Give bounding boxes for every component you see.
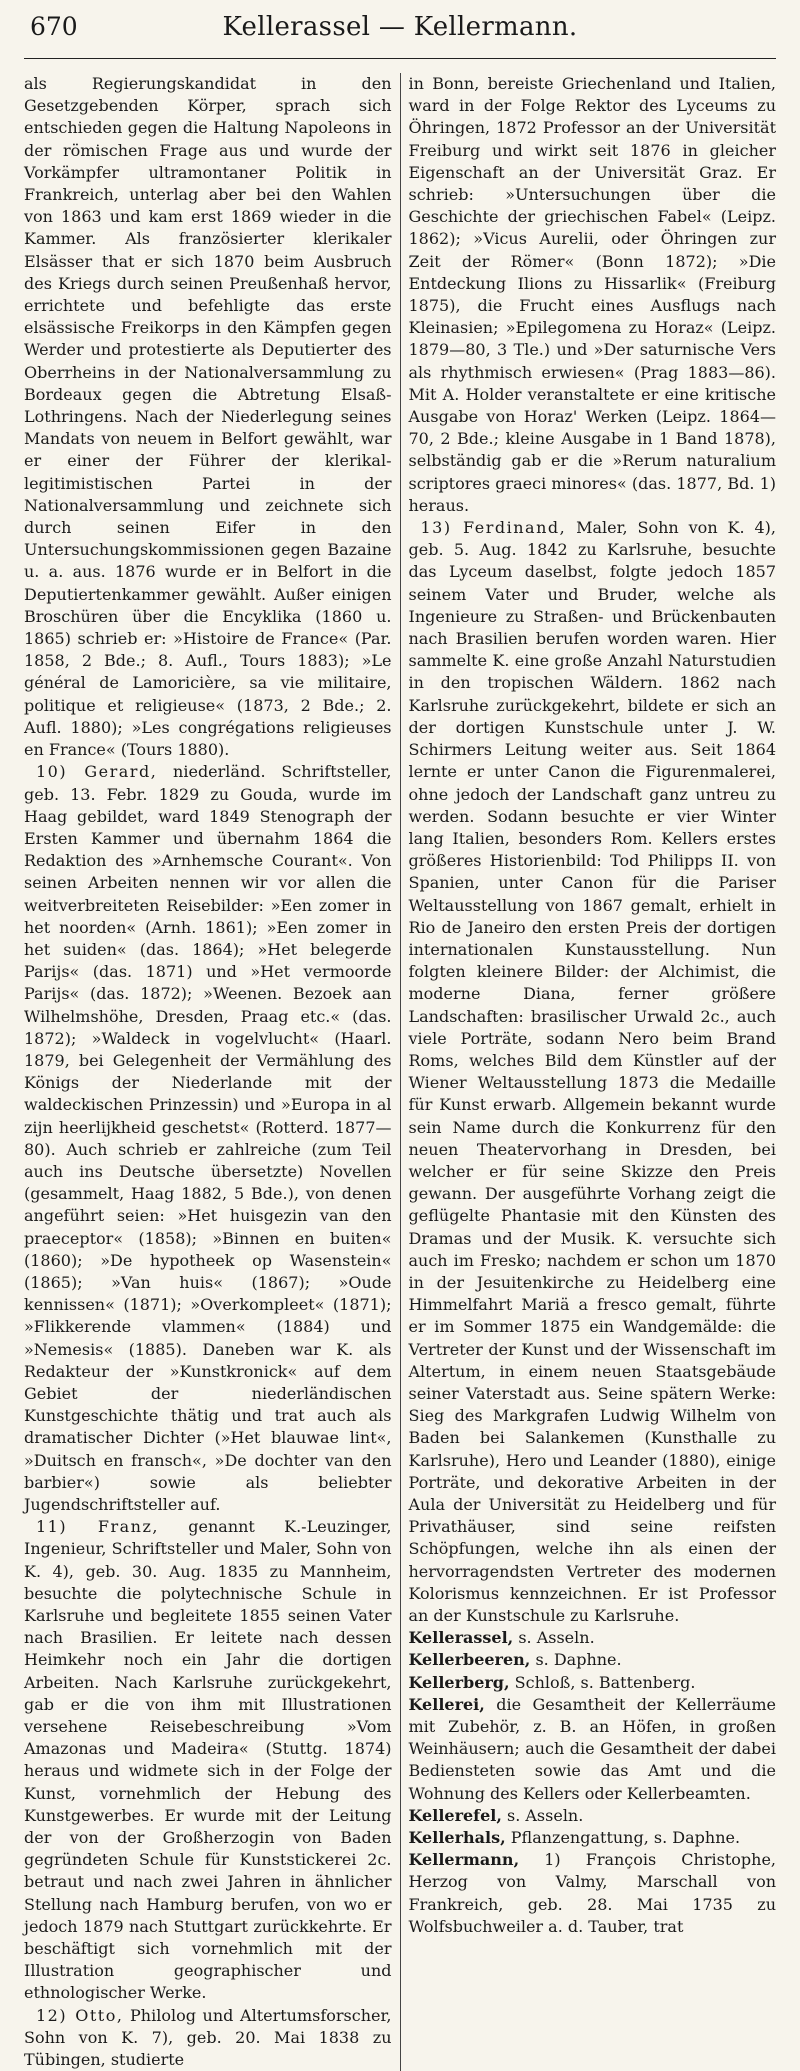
page-number: 670 (30, 12, 78, 41)
headword: Kellerassel, (408, 1628, 514, 1648)
running-head: Kellerassel — Kellermann. (222, 12, 578, 42)
entry-headword: 13) Ferdinand, (420, 518, 567, 538)
entry-paragraph: 10) Gerard, niederländ. Schriftsteller, geb. 13. Febr. 1829 zu Gouda, wurde im Haag gebildet, ward 1849 Stenograph der Ersten Kammer und übernahm 1864 die Redaktion des »Arnhemsche Courant«. Von seinen Arbeiten nennen wir vor allen die weitverbreiteten Reisebilder: »Een zomer in het noorden« (Arnh. 1861); »Een zomer in het suiden« (das. 1864); »Het belegerde Parijs« (das. 1871) und »Het vermoorde Parijs« (das. 1872); »Weenen. Bezoek aan Wilhelmshöhe, Dresden, Praag etc.« (das. 1872); »Waldeck in vogelvlucht« (Haarl. 1879, bei Gelegenheit der Vermählung des Königs der Niederlande mit der waldeckischen Prinzessin) und »Europa in al zijn heerlijkheid geschetst« (Rotterd. 1877—80). Auch schrieb er zahlreiche (zum Teil auch ins Deutsche übersetzte) Novellen (gesammelt, Haag 1882, 5 Bde.), von denen angeführt seien: »Het huisgezin van den praeceptor« (1858); »Binnen en buiten« (1860); »De hypotheek op Wasenstein« (1865); »Van huis« (1867); »Oude kennissen« (1871); »Overkompleet« (1871); »Flikkerende vlammen« (1884) und »Nemesis« (1885). Daneben war K. als Redakteur der »Kunstkronick« auf dem Gebiet der niederländischen Kunstgeschichte thätig und trat auch als dramatischer Dichter (»Het blauwae lint«, »Duitsch en fransch«, »De dochter van den barbier«) sowie als beliebter Jugendschriftsteller auf. (24, 762, 392, 1514)
page-header (24, 4, 776, 59)
headword-entry: Kellerbeeren, s. Daphne. (408, 1650, 622, 1670)
entry-paragraph: 13) Ferdinand, Maler, Sohn von K. 4), geb. 5. Aug. 1842 zu Karlsruhe, besuchte das Lyceum daselbst, folgte jedoch 1857 seinem Vater und Bruder, welche als Ingenieure zu Straßen- und Brückenbauten nach Brasilien berufen worden waren. Hier sammelte K. eine große Anzahl Naturstudien in den tropischen Wäldern. 1862 nach Karlsruhe zurückgekehrt, bildete er sich an der dortigen Kunstschule unter J. W. Schirmers Leitung weiter aus. Seit 1864 lernte er unter Canon die Figurenmalerei, ohne jedoch der Landschaft ganz untreu zu werden. Sodann besuchte er vier Winter lang Italien, besonders Rom. Kellers erstes größeres Historienbild: Tod Philipps II. von Spanien, unter Canon für die Pariser Weltausstellung von 1867 gemalt, erhielt in Rio de Janeiro den ersten Preis der dortigen internationalen Kunstausstellung. Nun folgten kleinere Bilder: der Alchimist, die moderne Diana, ferner größere Landschaften: brasilischer Urwald 2c., auch viele Porträte, sodann Nero beim Brand Roms, welches Bild dem Künstler auf der Wiener Weltausstellung 1873 die Medaille für Kunst erwarb. Allgemein bekannt wurde sein Name durch die Konkurrenz für den neuen Theatervorhang in Dresden, bei welcher er für seine Skizze den Preis gewann. Der ausgeführte Vorhang zeigt die geflügelte Phantasie mit den Künsten des Dramas und der Musik. K. versuchte sich auch im Fresko; nachdem er schon um 1870 in der Jesuitenkirche zu Heidelberg eine Himmelfahrt Mariä a fresco gemalt, führte er im Sommer 1875 ein Wandgemälde: die Vertreter der Kunst und der Wissenschaft im Altertum, in einem neuen Staatsgebäude seiner Vaterstadt aus. Seine spätern Werke: Sieg des Markgrafen Ludwig Wilhelm von Baden bei Salankemen (Kunsthalle zu Karlsruhe), Hero und Leander (1880), einige Porträte, und dekorative Arbeiten in der Aula der Universität zu Heidelberg und für Privathäuser, sind seine reifsten Schöpfungen, welche ihn als einen der hervorragendsten Vertreter des modernen Kolorismus kennzeichnen. Er ist Professor an der Kunstschule zu Karlsruhe. (408, 518, 776, 1626)
headword: Kellerbeeren, (408, 1650, 531, 1670)
entry-paragraph: als Regierungskandidat in den Gesetzgebenden Körper, sprach sich entschieden gegen die Haltung Napoleons in der römischen Frage aus und wurde der Vorkämpfer ultramontaner Politik in Frankreich, unterlag aber bei den Wahlen von 1863 und kam erst 1869 wieder in die Kammer. Als französierter klerikaler Elsässer that er sich 1870 beim Ausbruch des Kriegs durch seinen Preußenhaß hervor, errichtete und befehligte das erste elsässische Freikorps in den Kämpfen gegen Werder und protestierte als Deputierter des Oberrheins in der Nationalversammlung zu Bordeaux gegen die Abtretung Elsaß-Lothringens. Nach der Niederlegung seines Mandats von neuem in Belfort gewählt, war er einer der Führer der klerikal-legitimistischen Partei in der Nationalversammlung und zeichnete sich durch seinen Eifer in den Untersuchungskommissionen gegen Bazaine u. a. aus. 1876 wurde er in Belfort in die Deputiertenkammer gewählt. Außer einigen Broschüren über die Encyklika (1860 u. 1865) schrieb er: »Histoire de France« (Par. 1858, 2 Bde.; 8. Aufl., Tours 1883); »Le général de Lamoricière, sa vie militaire, politique et religieuse« (1873, 2 Bde.; 2. Aufl. 1880); »Les congrégations religieuses en France« (Tours 1880). (24, 74, 392, 760)
headword: Kellerhals, (408, 1828, 506, 1848)
entry-headword: 12) Otto, (36, 2005, 124, 2025)
entry-headword: 11) Franz, (36, 1517, 159, 1537)
entry-paragraph: 12) Otto, Philolog und Altertumsforscher, Sohn von K. 7), geb. 20. Mai 1838 zu Tübingen, studierte (24, 2005, 392, 2070)
entry-paragraph: in Bonn, bereiste Griechenland und Italien, ward in der Folge Rektor des Lyceums zu Öhringen, 1872 Professor an der Universität Freiburg und wirkt seit 1876 in gleicher Eigenschaft an der Universität Graz. Er schrieb: »Untersuchungen über die Geschichte der griechischen Fabel« (Leipz. 1862); »Vicus Aurelii, oder Öhringen zur Zeit der Römer« (Bonn 1872); »Die Entdeckung Ilions zu Hissarlik« (Freiburg 1875), die Frucht eines Ausflugs nach Kleinasien; »Epilegomena zu Horaz« (Leipz. 1879—80, 3 Tle.) und »Der saturnische Vers als rhythmisch erwiesen« (Prag 1883—86). Mit A. Holder veranstaltete er eine kritische Ausgabe von Horaz' Werken (Leipz. 1864—70, 2 Bde.; kleine Ausgabe in 1 Band 1878), selbständig gab er die »Rerum naturalium scriptores graeci minores« (das. 1877, Bd. 1) heraus. (408, 74, 776, 515)
right-column (400, 73, 777, 2071)
headword: Kellerberg, (408, 1672, 510, 1692)
headword-entry: Kellerhals, Pflanzengattung, s. Daphne. (408, 1828, 741, 1848)
headword-entry: Kellerei, die Gesamtheit der Kellerräume mit Zubehör, z. B. an Höfen, in großen Weinhäusern; auch die Gesamtheit der dabei Bediensteten sowie das Amt und die Wohnung des Kellers oder Kellerbeamten. (408, 1694, 777, 1803)
left-column (24, 73, 400, 2071)
headword-entry: Kellerassel, s. Asseln. (408, 1628, 595, 1648)
headword-entry: Kellerberg, Schloß, s. Battenberg. (408, 1672, 696, 1692)
text-columns (24, 73, 776, 2071)
headword: Kellermann, (408, 1850, 520, 1870)
headword-entry: Kellerefel, s. Asseln. (408, 1805, 584, 1825)
headword: Kellerei, (408, 1694, 485, 1714)
entry-paragraph: 11) Franz, genannt K.-Leuzinger, Ingenieur, Schriftsteller und Maler, Sohn von K. 4), geb. 30. Aug. 1835 zu Mannheim, besuchte die polytechnische Schule in Karlsruhe und begleitete 1855 seinen Vater nach Brasilien. Er leitete nach dessen Heimkehr noch ein Jahr die dortigen Arbeiten. Nach Karlsruhe zurückgekehrt, gab er die von ihm mit Illustrationen versehene Reisebeschreibung »Vom Amazonas und Madeira« (Stuttg. 1874) heraus und widmete sich in der Folge der Kunst, vornehmlich der Hebung des Kunstgewerbes. Er wurde mit der Leitung der von der Großherzogin von Baden gegründeten Schule für Kunststickerei 2c. betraut und nach zwei Jahren in ähnlicher Stellung nach Hamburg berufen, von wo er jedoch 1879 nach Stuttgart zurückkehrte. Er beschäftigt sich vornehmlich mit der Illustration geographischer und ethnologischer Werke. (24, 1517, 392, 2003)
headword-entry: Kellermann, 1) François Christophe, Herzog von Valmy, Marschall von Frankreich, geb. 28. Mai 1735 zu Wolfsbuchweiler a. d. Tauber, trat (408, 1850, 776, 1936)
entry-headword: 10) Gerard, (36, 762, 158, 782)
headword: Kellerefel, (408, 1805, 502, 1825)
